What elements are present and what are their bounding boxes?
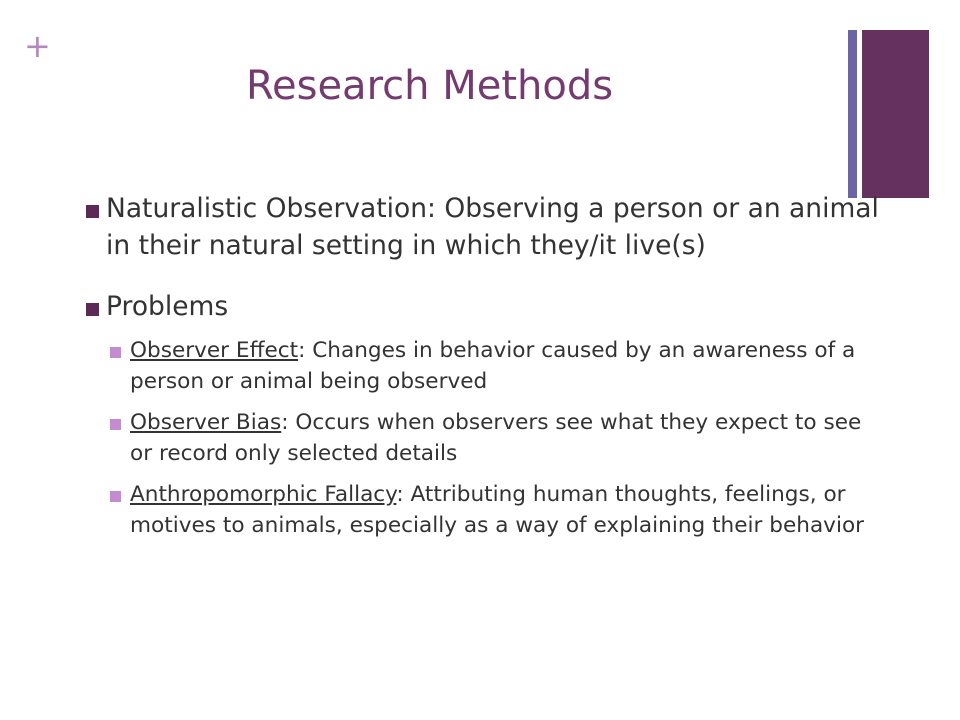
square-bullet-icon [110,419,121,430]
definition-anthropomorphic-fallacy: : Attributing human thoughts, feelings, or motives to animals, especially as a way of explaining their behavior [130,482,865,538]
accent-bar-thin [848,30,857,198]
sub-bullet-observer-effect [86,335,886,397]
accent-bar-thick [862,30,929,198]
sub-bullet-anthropomorphic-fallacy [86,479,886,541]
bullet-problems [86,288,886,325]
sub-bullet-observer-bias [86,407,886,469]
plus-icon: + [24,27,51,65]
definition-observer-bias: : Occurs when observers see what they expect to see or record only selected details [130,410,862,466]
square-bullet-icon [110,347,121,358]
term-anthropomorphic-fallacy: Anthropomorphic Fallacy [130,482,397,507]
bullet-text: Naturalistic Observation: Observing a person or an animal in their natural setting in which they/it live(s) [106,193,879,261]
square-bullet-icon [110,491,121,502]
problems-sublist [86,335,886,541]
bullet-text: Problems [106,291,229,322]
slide-title: Research Methods [246,63,614,109]
square-bullet-icon [86,303,99,316]
bullet-naturalistic-observation [86,190,886,264]
term-observer-bias: Observer Bias [130,410,282,435]
term-observer-effect: Observer Effect [130,338,299,363]
slide-content [86,190,886,551]
definition-observer-effect: : Changes in behavior caused by an awareness of a person or animal being observed [130,338,856,394]
square-bullet-icon [86,205,99,218]
